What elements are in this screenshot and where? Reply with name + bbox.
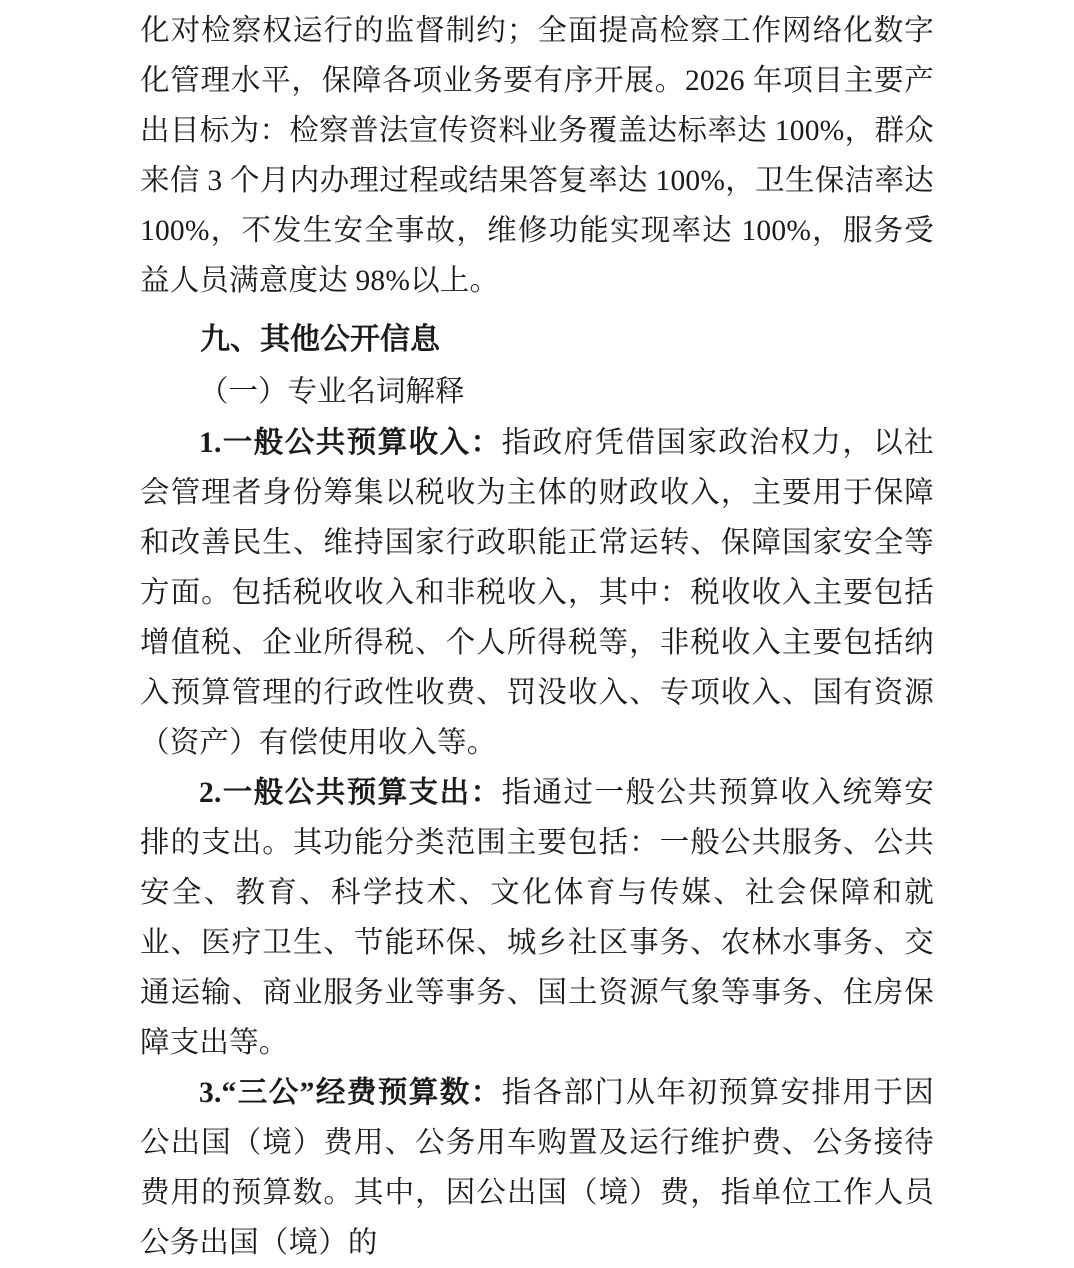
term-entry-3 [140,1068,934,1268]
term-title-3: “三公”经费预算数： [221,1077,502,1109]
term-number-1: 1. [199,427,222,459]
continued-paragraph: 化对检察权运行的监督制约；全面提高检察工作网络化数字化管理水平，保障各项业务要有序开展。2026 年项目主要产出目标为：检察普法宣传资料业务覆盖达标率达 100%，群众来信 3 个月内办理过程或结果答复率达 100%，卫生保洁率达 100%，不发生安全事故，维修功能实现率达 100%，服务受益人员满意度达 98%以上。 [140,15,934,297]
term-number-3: 3. [199,1077,222,1109]
term-title-1: 一般公共预算收入： [221,427,502,459]
term-body-2: 指通过一般公共预算收入统筹安排的支出。其功能分类范围主要包括：一般公共服务、公共安全、教育、科学技术、文化体育与传媒、社会保障和就业、医疗卫生、节能环保、城乡社区事务、农林水事务、交通运输、商业服务业等事务、国土资源气象等事务、住房保障支出等。 [140,777,934,1059]
section-heading: 九、其他公开信息 [200,323,440,356]
document-body [140,0,934,1268]
term-body-1: 指政府凭借国家政治权力，以社会管理者身份筹集以税收为主体的财政收入，主要用于保障和改善民生、维持国家行政职能正常运转、保障国家安全等方面。包括税收收入和非税收入，其中：税收收入主要包括增值税、企业所得税、个人所得税等，非税收入主要包括纳入预算管理的行政性收费、罚没收入、专项收入、国有资源（资产）有偿使用收入等。 [140,427,934,759]
subsection-heading: （一）专业名词解释 [199,376,465,408]
term-entry-2 [140,768,934,1068]
term-body-3: 指各部门从年初预算安排用于因公出国（境）费用、公务用车购置及运行维护费、公务接待费用的预算数。其中，因公出国（境）费，指单位工作人员公务出国（境）的 [140,1077,934,1259]
term-entry-1 [140,418,934,768]
term-number-2: 2. [199,777,222,809]
term-title-2: 一般公共预算支出： [221,777,502,809]
